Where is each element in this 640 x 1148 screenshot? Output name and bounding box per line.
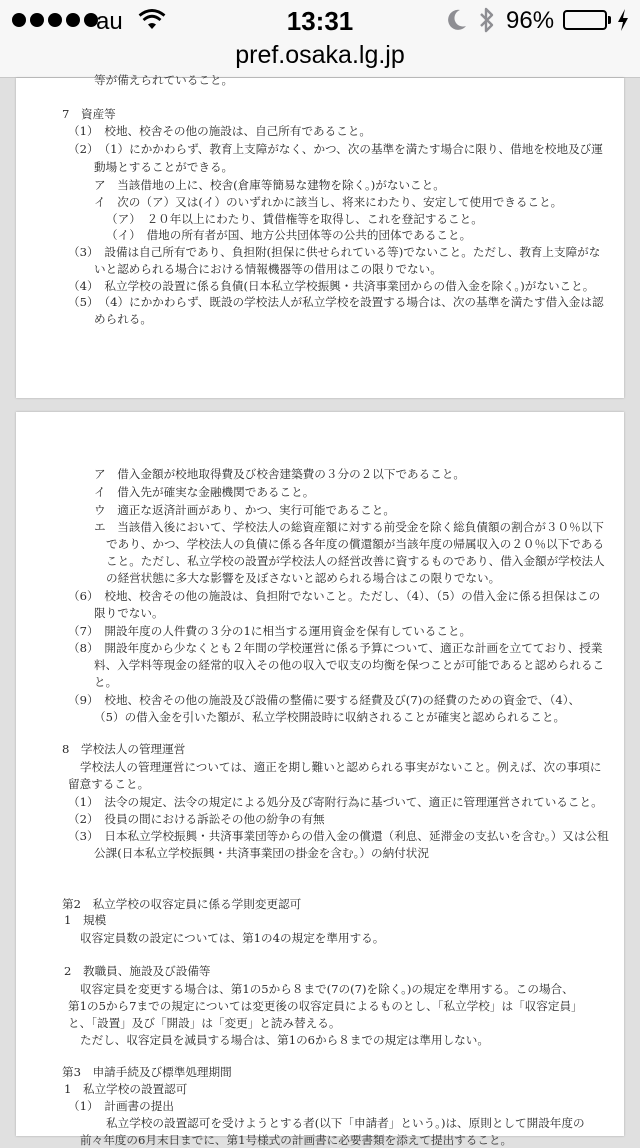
status-bar [0,0,640,40]
text-line: と、「設置」及び「開設」は「変更」と読み替える。 [68,1016,341,1030]
text-line: （1） 計画書の提出 [68,1099,174,1113]
text-line: こと。ただし、私立学校の設置が学校法人の経営改善に資するものであり、借入金額が学校法人 [106,554,605,568]
text-line: ア 当該借地の上に、校舎(倉庫等簡易な建物を除く。)がないこと。 [94,178,445,192]
text-line: の経営状態に多大な影響を及ぼさないと認められる場合はこの限りでない。 [106,571,501,585]
section-heading: 7 資産等 [62,107,116,121]
text-line: 公課(日本私立学校振興・共済事業団の掛金を含む。）の納付状況 [94,846,429,860]
text-line: （9） 校地、校舎その他の施設及び設備の整備に要する経費及び(7)の経費のための資金で、（4）、 [68,693,581,707]
document-page-1 [16,73,624,398]
text-line: ア 借入金額が校地取得費及び校舎建築費の３分の２以下であること。 [94,467,466,481]
section-heading: 8 学校法人の管理運営 [62,742,186,756]
text-line: （4） 私立学校の設置に係る負債(日本私立学校振興・共済事業団からの借入金を除く。)がないこと。 [68,279,595,293]
text-line: 第1の5から7までの規定については変更後の収容定員によるものとし、「私立学校」は「収容定員」 [68,999,583,1013]
url-text[interactable]: pref.osaka.lg.jp [235,41,405,69]
carrier-name: au [96,8,123,35]
text-line: （6） 校地、校舎その他の施設は、負担附でないこと。ただし、（4）、（5）の借入金に係る担保はこの [68,589,601,603]
text-line: 動場とすることができる。 [94,160,234,174]
text-line: （1） 法令の規定、法令の規定による処分及び寄附行為に基づいて、適正に管理運営されていること。 [68,795,603,809]
text-line: ウ 適正な返済計画があり、かつ、実行可能であること。 [94,503,395,517]
text-line: められる。 [94,312,152,326]
subsection-heading: 1 規模 [64,913,107,927]
battery-nub [608,16,611,24]
text-line: イ 借入先が確実な金融機関であること。 [94,485,315,499]
text-line: （3） 日本私立学校振興・共済事業団等からの借入金の償還（利息、延滞金の支払いを含む。）又は公租 [68,829,609,843]
text-line: （2） 役員の間における訴訟その他の紛争の有無 [68,812,325,826]
text-line: であり、かつ、学校法人の負債に係る各年度の償還額が当該年度の帰属収入の２０％以下である [106,537,605,551]
text-line: （ア） ２０年以上にわたり、賃借権等を取得し、これを登記すること。 [106,212,483,226]
text-line: ただし、収容定員を減員する場合は、第1の6から８までの規定は準用しない。 [80,1033,489,1047]
text-line: 限りでない。 [94,606,164,620]
text-line: （5） （4）にかかわらず、既設の学校法人が私立学校を設置する場合は、次の基準を満たす借入金は認 [68,295,604,309]
subsection-heading: 1 私立学校の設置認可 [64,1082,188,1096]
charging-icon [616,8,630,37]
text-line: 料、入学料等現金の経常的収入その他の収入で収支の均衡を保つことが可能であると認められるこ [94,658,605,672]
section-heading: 第2 私立学校の収容定員に係る学則変更認可 [62,897,302,911]
text-line: （2） （1）にかかわらず、教育上支障がなく、かつ、次の基準を満たす場合に限り、借地を校地及び運 [68,142,603,156]
text-line: いと認められる場合における情報機器等の借用はこの限りでない。 [94,262,442,276]
status-time: 13:31 [286,6,354,36]
text-line: 等が備えられていること。 [94,73,234,87]
text-line: （イ） 借地の所有者が国、地方公共団体等の公共的団体であること。 [106,228,472,242]
battery-icon [563,10,607,30]
text-line: 収容定員数の設定については、第1の4の規定を準用する。 [80,931,385,945]
text-line: （1） 校地、校舎その他の施設は、自己所有であること。 [68,124,372,138]
text-line: 収容定員を変更する場合は、第1の5から８まで(7の(7)を除く。)の規定を準用する。この場合、 [80,982,574,996]
text-line: （7） 開設年度の人件費の３分の1に相当する運用資金を保有していること。 [68,624,472,638]
moon-icon [446,8,468,37]
text-line: 前々年度の6月末日までに、第1号様式の計画書に必要書類を添えて提出すること。 [80,1133,513,1147]
text-line: （3） 設備は自己所有であり、負担附(担保に供せられている等)でないこと。ただし、教育上支障がな [68,245,601,259]
text-line: イ 次の（ア）又は(イ）のいずれかに該当し、将来にわたり、安定して使用できること。 [94,195,563,209]
text-line: と。 [94,675,118,689]
text-line: 私立学校の設置認可を受けようとする者(以下「申請者」という。)は、原則として開設年度の [106,1116,585,1130]
text-line: 留意すること。 [68,777,150,791]
text-line: エ 当該借入後において、学校法人の総資産額に対する前受金を除く総負債額の割合が３０％以下 [94,520,604,534]
bluetooth-icon [478,6,496,39]
text-line: （5）の借入金を引いた額が、私立学校開設時に収納されることが確実と認められること。 [94,710,566,724]
text-line: 学校法人の管理運営については、適正を期し難いと認められる事実がないこと。例えば、次の事項に [80,760,602,774]
battery-percent: 96% [506,7,555,34]
section-heading: 第3 申請手続及び標準処理期間 [62,1065,232,1079]
subsection-heading: 2 教職員、施設及び設備等 [64,964,211,978]
document-page-2 [16,412,624,1147]
text-line: （8） 開設年度から少なくとも２年間の学校運営に係る予算について、適正な計画を立てており、授業 [68,641,603,655]
